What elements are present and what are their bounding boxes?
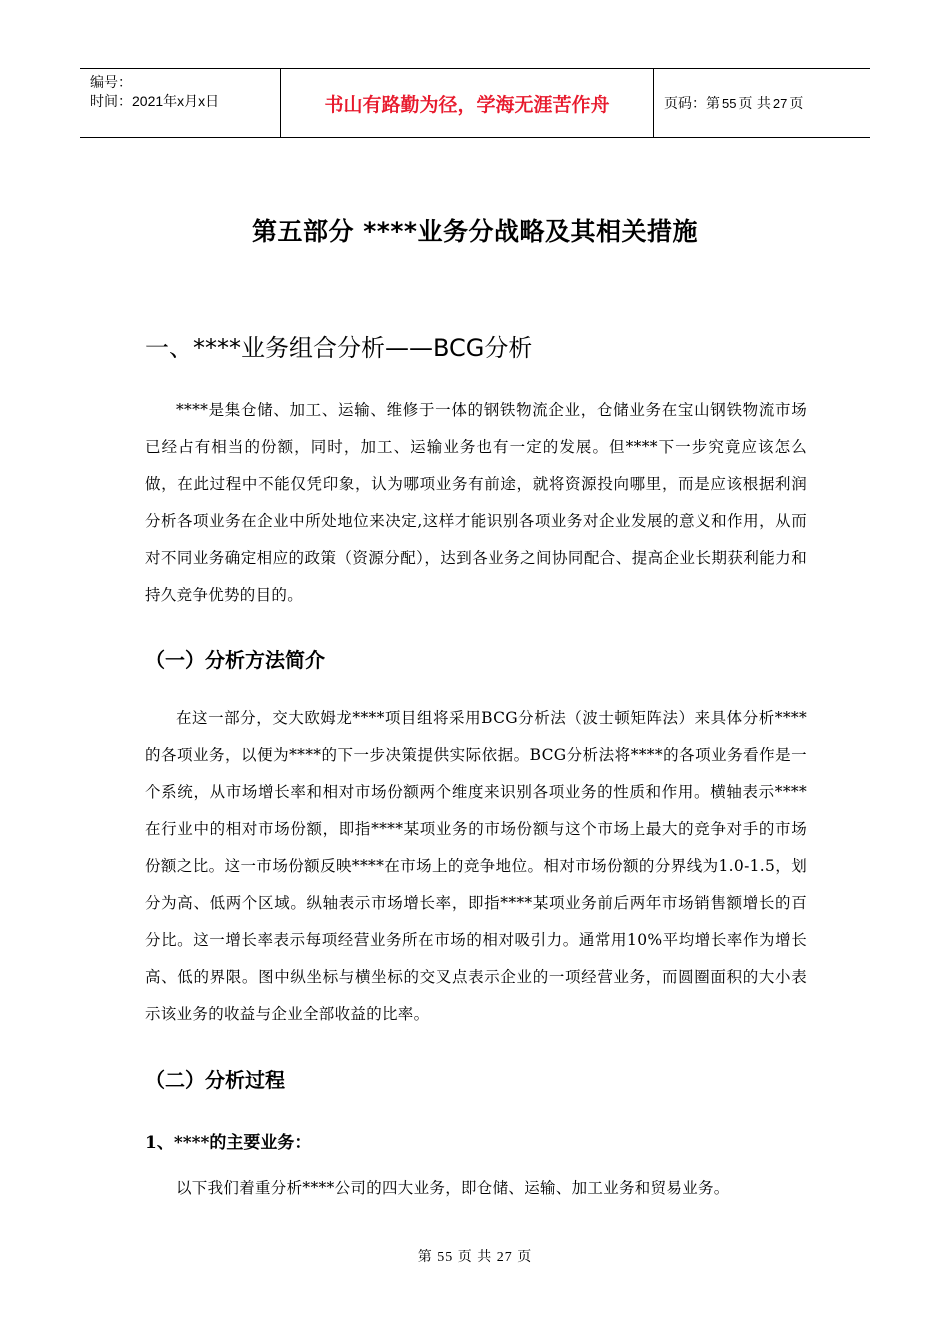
section-heading: 一、****业务组合分析——BCG分析	[145, 334, 533, 362]
page-suffix: 页	[789, 96, 804, 112]
number-label: 编号：	[90, 74, 132, 90]
document-header	[80, 68, 870, 138]
method-paragraph: 在这一部分，交大欧姆龙****项目组将采用BCG分析法（波士顿矩阵法）来具体分析****的各项业务，以便为****的下一步决策提供实际依据。BCG分析法将****的各项业务看作是一个系统，从市场增长率和相对市场份额两个维度来识别各项业务的性质和作用。横轴表示****在行业中的相对市场份额，即指****某项业务的市场份额与这个市场上最大的竞争对手的市场份额之比。这一市场份额反映****在市场上的竞争地位。相对市场份额的分界线为1.0-1.5，划分为高、低两个区域。纵轴表示市场增长率，即指****某项业务前后两年市场销售额增长的百分比。这一增长率表示每项经营业务所在市场的相对吸引力。通常用10%平均增长率作为增长高、低的界限。图中纵坐标与横坐标的交叉点表示企业的一项经营业务，而圆圈面积的大小表示该业务的收益与企业全部收益的比率。	[145, 709, 807, 1023]
header-meta	[80, 69, 281, 137]
date-label: 时间：2021年x月x日	[90, 93, 220, 109]
part-title: 第五部分 ****业务分战略及其相关措施	[252, 217, 698, 246]
page-total: 27	[772, 95, 788, 111]
main-business-paragraph: 以下我们着重分析****公司的四大业务，即仓储、运输、加工业务和贸易业务。	[176, 1179, 730, 1197]
page-mid: 页 共	[738, 96, 771, 112]
header-page-info	[654, 69, 870, 137]
item-heading-main-business: 1、****的主要业务：	[145, 1133, 312, 1153]
header-motto: 书山有路勤为径，学海无涯苦作舟	[281, 69, 654, 137]
subsection-heading-process: （二）分析过程	[145, 1068, 285, 1092]
page-prefix: 页码：第	[664, 96, 720, 112]
page-footer: 第 55 页 共 27 页	[417, 1250, 533, 1265]
intro-paragraph: ****是集仓储、加工、运输、维修于一体的钢铁物流企业，仓储业务在宝山钢铁物流市场已经占有相当的份额，同时，加工、运输业务也有一定的发展。但****下一步究竟应该怎么做，在此过程中不能仅凭印象，认为哪项业务有前途，就将资源投向哪里，而是应该根据利润分析各项业务在企业中所处地位来决定,这样才能识别各项业务对企业发展的意义和作用，从而对不同业务确定相应的政策（资源分配），达到各业务之间协同配合、提高企业长期获利能力和持久竞争优势的目的。	[145, 401, 807, 604]
subsection-heading-method: （一）分析方法简介	[145, 648, 325, 672]
page-number: 55	[722, 95, 737, 111]
